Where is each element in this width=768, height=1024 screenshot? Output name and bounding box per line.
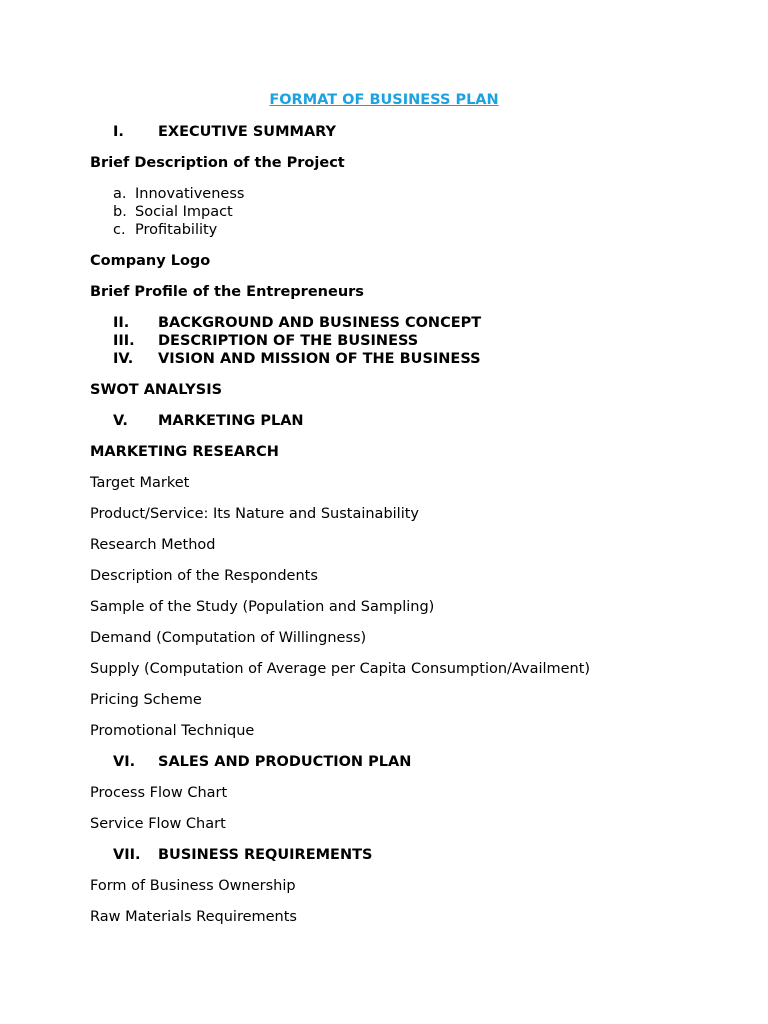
marketing-item: Research Method	[90, 537, 216, 553]
document-title: FORMAT OF BUSINESS PLAN	[269, 92, 499, 108]
section-number: IV.	[113, 351, 134, 367]
section-number: V.	[113, 413, 128, 429]
section-heading: DESCRIPTION OF THE BUSINESS	[158, 333, 419, 349]
production-item: Service Flow Chart	[90, 816, 226, 832]
marketing-item: Product/Service: Its Nature and Sustainability	[90, 506, 419, 522]
section-heading: VISION AND MISSION OF THE BUSINESS	[158, 351, 481, 367]
marketing-item: Description of the Respondents	[90, 568, 318, 584]
brief-profile-heading: Brief Profile of the Entrepreneurs	[90, 284, 364, 300]
section-vision-mission	[113, 350, 481, 368]
section-number: III.	[113, 333, 135, 349]
requirements-item: Raw Materials Requirements	[90, 909, 297, 925]
list-item-text: Social Impact	[135, 204, 233, 220]
list-marker: a.	[113, 186, 127, 202]
section-number: VI.	[113, 754, 136, 770]
swot-heading: SWOT ANALYSIS	[90, 382, 223, 398]
list-item	[113, 221, 217, 239]
requirements-item: Form of Business Ownership	[90, 878, 296, 894]
list-marker: c.	[113, 222, 126, 238]
company-logo-heading: Company Logo	[90, 253, 211, 269]
list-item	[113, 185, 244, 203]
section-number: II.	[113, 315, 130, 331]
marketing-item: Promotional Technique	[90, 723, 255, 739]
list-item	[113, 203, 233, 221]
section-marketing-plan	[113, 412, 304, 430]
marketing-item: Supply (Computation of Average per Capita Consumption/Availment)	[90, 661, 591, 677]
list-item-text: Profitability	[135, 222, 218, 238]
section-heading: BACKGROUND AND BUSINESS CONCEPT	[158, 315, 482, 331]
list-marker: b.	[113, 204, 127, 220]
section-heading: MARKETING PLAN	[158, 413, 304, 429]
marketing-item: Pricing Scheme	[90, 692, 202, 708]
section-business-requirements	[113, 846, 372, 864]
section-heading: SALES AND PRODUCTION PLAN	[158, 754, 412, 770]
marketing-item: Demand (Computation of Willingness)	[90, 630, 367, 646]
section-number: I.	[113, 124, 124, 140]
section-background	[113, 314, 481, 332]
marketing-research-heading: MARKETING RESEARCH	[90, 444, 279, 460]
section-description	[113, 332, 418, 350]
marketing-item: Target Market	[90, 475, 190, 491]
section-heading: BUSINESS REQUIREMENTS	[158, 847, 373, 863]
brief-description-heading: Brief Description of the Project	[90, 155, 345, 171]
section-number: VII.	[113, 847, 141, 863]
production-item: Process Flow Chart	[90, 785, 228, 801]
section-executive-summary	[113, 123, 336, 141]
section-heading: EXECUTIVE SUMMARY	[158, 124, 337, 140]
section-sales-production	[113, 753, 411, 771]
marketing-item: Sample of the Study (Population and Sampling)	[90, 599, 435, 615]
list-item-text: Innovativeness	[135, 186, 245, 202]
